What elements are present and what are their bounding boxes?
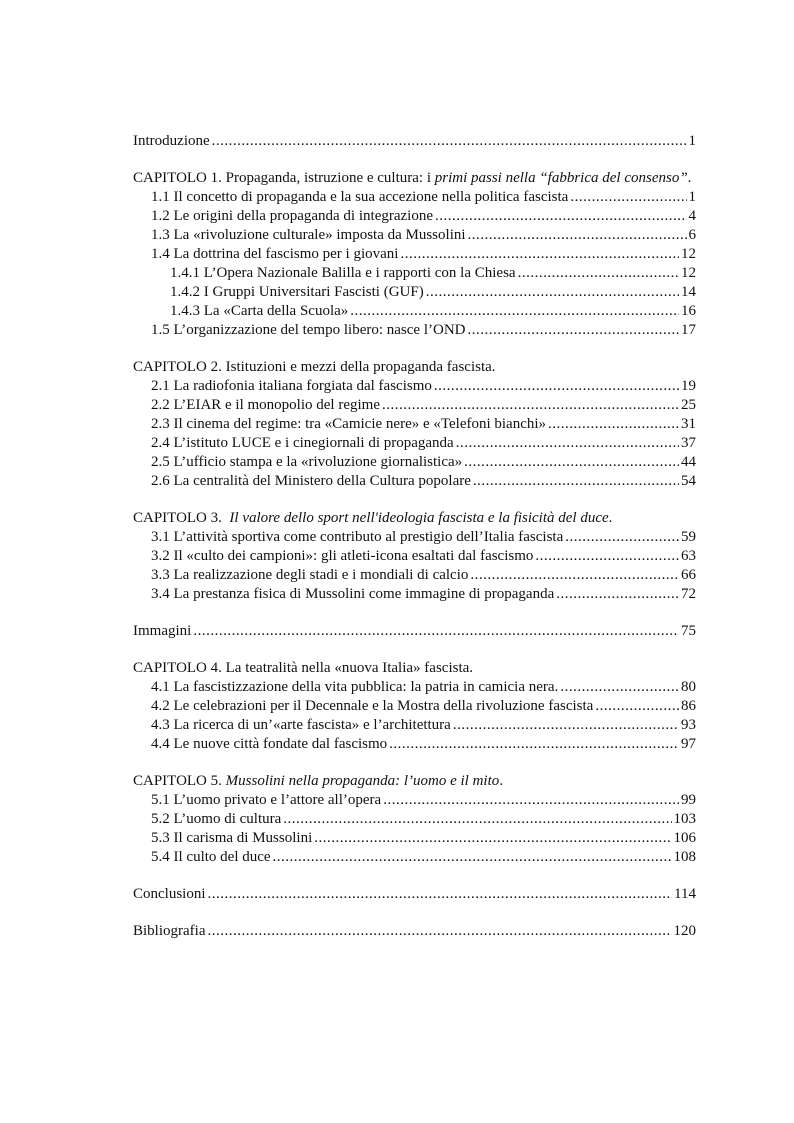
spacer [133, 604, 696, 622]
toc-entry-5-2[interactable] [133, 810, 696, 829]
dot-leader [556, 585, 679, 604]
chapter-3-heading[interactable]: CAPITOLO 3. Il valore dello sport nell'ideologia fascista e la fisicità del duce. [133, 510, 613, 526]
toc-entry-2-2[interactable] [133, 396, 696, 415]
dot-leader [468, 226, 687, 245]
toc-entry-page: 86 [681, 698, 696, 714]
toc-entry-page: 54 [681, 473, 696, 489]
toc-entry-label: 2.4 L’istituto LUCE e i cinegiornali di propaganda [151, 435, 454, 451]
toc-entry-page: 31 [681, 416, 696, 432]
toc-entry-4-2[interactable] [133, 697, 696, 716]
toc-entry-4-3[interactable] [133, 716, 696, 735]
toc-entry-label: 2.2 L’EIAR e il monopolio del regime [151, 397, 380, 413]
toc-entry-5-4[interactable] [133, 848, 696, 867]
toc-entry-label: 1.1 Il concetto di propaganda e la sua accezione nella politica fascista [151, 189, 569, 205]
dot-leader [426, 283, 679, 302]
dot-leader [193, 622, 679, 641]
toc-entry-1-4-2[interactable] [133, 283, 696, 302]
toc-entry-page: 103 [673, 811, 696, 827]
toc-entry-page: 59 [681, 529, 696, 545]
dot-leader [470, 566, 679, 585]
toc-entry-label: 2.6 La centralità del Ministero della Cultura popolare [151, 473, 471, 489]
dot-leader [560, 678, 679, 697]
toc-entry-page: 37 [681, 435, 696, 451]
toc-entry-page: 97 [681, 736, 696, 752]
toc-entry-1-1[interactable] [133, 188, 696, 207]
table-of-contents [133, 132, 696, 941]
dot-leader [518, 264, 679, 283]
toc-entry-page: 72 [681, 586, 696, 602]
toc-entry-page: 66 [681, 567, 696, 583]
dot-leader [548, 415, 679, 434]
toc-entry-introduzione[interactable] [133, 132, 696, 151]
toc-entry-page: 4 [688, 208, 696, 224]
chapter-4-heading[interactable]: CAPITOLO 4. La teatralità nella «nuova Italia» fascista. [133, 660, 474, 676]
dot-leader [595, 697, 679, 716]
toc-entry-label: 5.3 Il carisma di Mussolini [151, 830, 313, 846]
toc-entry-2-6[interactable] [133, 472, 696, 491]
spacer [133, 151, 696, 169]
toc-entry-page: 16 [681, 303, 696, 319]
dot-leader [565, 528, 679, 547]
toc-entry-label: 1.2 Le origini della propaganda di integrazione [151, 208, 433, 224]
toc-entry-4-4[interactable] [133, 735, 696, 754]
toc-entry-page: 25 [681, 397, 696, 413]
toc-entry-1-4-3[interactable] [133, 302, 696, 321]
spacer [133, 340, 696, 358]
toc-entry-2-1[interactable] [133, 377, 696, 396]
toc-entry-label: 5.1 L’uomo privato e l’attore all’opera [151, 792, 382, 808]
toc-entry-page: 44 [681, 454, 696, 470]
dot-leader [389, 735, 679, 754]
toc-entry-page: 93 [681, 717, 696, 733]
toc-entry-immagini[interactable] [133, 622, 696, 641]
chapter-1-heading[interactable]: CAPITOLO 1. Propaganda, istruzione e cultura: i primi passi nella “fabbrica del consenso”. [133, 170, 692, 186]
toc-entry-label: 2.3 Il cinema del regime: tra «Camicie nere» e «Telefoni bianchi» [151, 416, 547, 432]
toc-entry-page: 80 [681, 679, 696, 695]
dot-leader [400, 245, 679, 264]
spacer [133, 641, 696, 659]
dot-leader [314, 829, 671, 848]
toc-entry-label: 4.1 La fascistizzazione della vita pubblica: la patria in camicia nera. [151, 679, 559, 695]
toc-entry-page: 17 [681, 322, 696, 338]
spacer [133, 867, 696, 885]
toc-entry-label: Introduzione [133, 133, 210, 149]
toc-entry-label: 3.2 Il «culto dei campioni»: gli atleti-icona esaltati dal fascismo [151, 548, 534, 564]
toc-entry-label: 1.4.1 L’Opera Nazionale Balilla e i rapporti con la Chiesa [170, 265, 516, 281]
dot-leader [473, 472, 679, 491]
toc-entry-1-2[interactable] [133, 207, 696, 226]
spacer [133, 904, 696, 922]
toc-entry-1-4[interactable] [133, 245, 696, 264]
toc-entry-1-3[interactable] [133, 226, 696, 245]
toc-entry-label: 3.1 L’attività sportiva come contributo al prestigio dell’Italia fascista [151, 529, 564, 545]
chapter-2-heading[interactable]: CAPITOLO 2. Istituzioni e mezzi della propaganda fascista. [133, 359, 496, 375]
toc-entry-label: 4.4 Le nuove città fondate dal fascismo [151, 736, 388, 752]
toc-entry-page: 1 [688, 189, 696, 205]
dot-leader [283, 810, 671, 829]
toc-entry-page: 19 [681, 378, 696, 394]
dot-leader [350, 302, 679, 321]
toc-entry-page: 106 [673, 830, 696, 846]
toc-entry-label: 1.4 La dottrina del fascismo per i giovani [151, 246, 399, 262]
toc-entry-page: 12 [681, 246, 696, 262]
toc-entry-1-4-1[interactable] [133, 264, 696, 283]
toc-entry-3-1[interactable] [133, 528, 696, 547]
toc-entry-page: 14 [681, 284, 696, 300]
toc-entry-3-4[interactable] [133, 585, 696, 604]
toc-entry-page: 99 [681, 792, 696, 808]
spacer [133, 491, 696, 509]
dot-leader [435, 207, 687, 226]
toc-entry-page: 63 [681, 548, 696, 564]
toc-entry-page: 12 [681, 265, 696, 281]
toc-entry-label: 1.4.2 I Gruppi Universitari Fascisti (GUF) [170, 284, 424, 300]
toc-entry-page: 114 [674, 886, 696, 902]
toc-entry-label: 4.3 La ricerca di un’«arte fascista» e l’architettura [151, 717, 451, 733]
toc-entry-label: 1.5 L’organizzazione del tempo libero: nasce l’OND [151, 322, 466, 338]
toc-entry-2-4[interactable] [133, 434, 696, 453]
dot-leader [434, 377, 679, 396]
toc-entry-label: 3.4 La prestanza fisica di Mussolini come immagine di propaganda [151, 586, 555, 602]
toc-entry-conclusioni[interactable] [133, 885, 696, 904]
toc-entry-5-3[interactable] [133, 829, 696, 848]
spacer [133, 754, 696, 772]
toc-entry-label: 3.3 La realizzazione degli stadi e i mondiali di calcio [151, 567, 469, 583]
toc-entry-page: 120 [673, 923, 696, 939]
toc-entry-page: 75 [681, 623, 696, 639]
dot-leader [273, 848, 672, 867]
toc-entry-4-1[interactable] [133, 678, 696, 697]
toc-entry-label: 2.1 La radiofonia italiana forgiata dal fascismo [151, 378, 432, 394]
toc-entry-label: 5.4 Il culto del duce [151, 849, 271, 865]
dot-leader [212, 132, 687, 151]
toc-entry-label: Bibliografia [133, 923, 206, 939]
toc-entry-label: Immagini [133, 623, 192, 639]
dot-leader [383, 791, 679, 810]
dot-leader [456, 434, 679, 453]
toc-entry-page: 6 [688, 227, 696, 243]
toc-entry-3-3[interactable] [133, 566, 696, 585]
toc-entry-1-5[interactable] [133, 321, 696, 340]
toc-entry-label: 1.3 La «rivoluzione culturale» imposta da Mussolini [151, 227, 466, 243]
dot-leader [382, 396, 679, 415]
toc-entry-2-5[interactable] [133, 453, 696, 472]
toc-entry-label: 5.2 L’uomo di cultura [151, 811, 282, 827]
dot-leader [453, 716, 679, 735]
toc-entry-label: 1.4.3 La «Carta della Scuola» [170, 303, 349, 319]
toc-entry-2-3[interactable] [133, 415, 696, 434]
toc-entry-label: Conclusioni [133, 886, 206, 902]
toc-entry-label: 2.5 L’ufficio stampa e la «rivoluzione giornalistica» [151, 454, 463, 470]
dot-leader [207, 922, 671, 941]
toc-entry-3-2[interactable] [133, 547, 696, 566]
dot-leader [467, 321, 679, 340]
dot-leader [535, 547, 679, 566]
dot-leader [464, 453, 679, 472]
dot-leader [570, 188, 686, 207]
toc-entry-page: 108 [673, 849, 696, 865]
toc-entry-page: 1 [688, 133, 696, 149]
toc-entry-bibliografia[interactable] [133, 922, 696, 941]
toc-entry-label: 4.2 Le celebrazioni per il Decennale e la Mostra della rivoluzione fascista [151, 698, 594, 714]
toc-entry-5-1[interactable] [133, 791, 696, 810]
chapter-5-heading[interactable]: CAPITOLO 5. Mussolini nella propaganda: l’uomo e il mito. [133, 773, 504, 789]
dot-leader [208, 885, 673, 904]
